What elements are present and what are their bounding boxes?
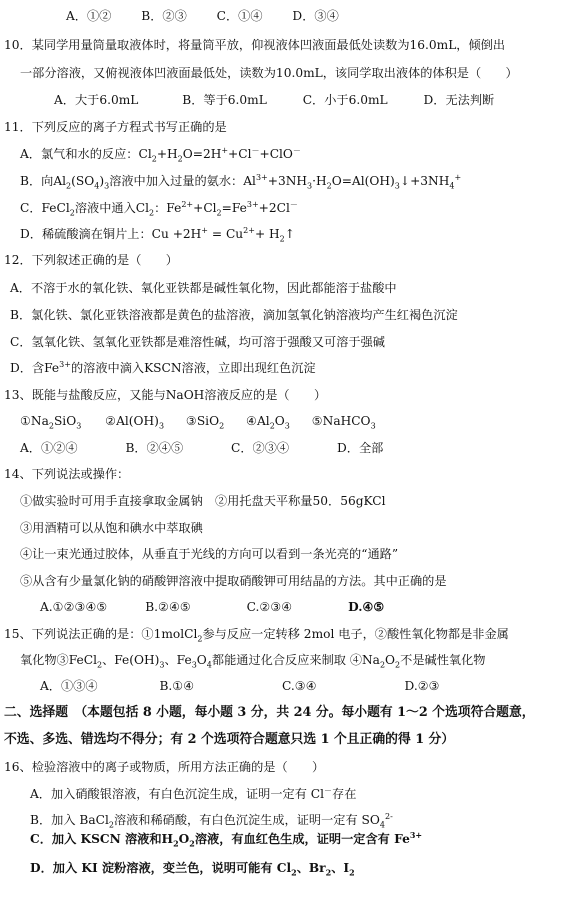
q9-options (66, 8, 339, 24)
q13-stem: 13、既能与盐酸反应，又能与NaOH溶液反应的是（ ） (4, 388, 327, 402)
q12-option-a: A．不溶于水的氧化铁、氧化亚铁都是碱性氧化物，因此都能溶于盐酸中 (10, 281, 397, 295)
q13-items: $①Na_2SiO_3$ $②Al(OH)_3$ ③SiO$_2$ $④Al_2O_3$ ⑤NaHCO$_3$ (20, 414, 376, 431)
q9-option-c: C．①④ (216, 9, 263, 23)
q10-option-b: B．等于6.0mL (182, 93, 267, 107)
q14-option-b: B.②④⑤ (145, 600, 191, 614)
q9-option-d: D．③④ (292, 9, 339, 23)
section2-heading-line1: 二、选择题 （本题包括 8 小题，每小题 3 分，共 24 分。每小题有 1～2 个选项符合题意， (4, 705, 535, 720)
q15-option-c: C.③④ (282, 679, 317, 693)
section2-heading-line2: 不选、多选、错选均不得分；有 2 个选项符合题意只选 1 个且正确的得 1 分） (4, 732, 455, 747)
q14-option-d: D.④⑤ (348, 600, 385, 614)
q12-stem: 12．下列叙述正确的是（ ） (4, 253, 178, 267)
q14-option-c: C.②③④ (246, 600, 293, 614)
q11-option-c: C．FeCl$_2$溶液中通入$Cl_2$：$Fe^{2+}+Cl_2=Fe^{3+}+2Cl^-$ (20, 199, 298, 218)
q15-options (40, 678, 440, 694)
q16-stem: 16、检验溶液中的离子或物质，所用方法正确的是（ ） (4, 760, 325, 774)
q13-option-a: A．①②④ (20, 441, 78, 455)
q10-option-d: D．无法判断 (423, 93, 495, 107)
q12-option-d: D．含$Fe^{3+}$的溶液中滴入KSCN溶液，立即出现红色沉淀 (10, 359, 316, 375)
q14-options (40, 599, 384, 615)
q12-option-c: C．氢氧化铁、氢氧化亚铁都是难溶性碱，均可溶于强酸又可溶于强碱 (10, 335, 385, 349)
q12-option-b: B．氯化铁、氯化亚铁溶液都是黄色的盐溶液，滴加氢氧化钠溶液均产生红褐色沉淀 (10, 308, 458, 322)
q14-stem: 14、下列说法或操作： (4, 467, 130, 481)
q15-line1: 15、下列说法正确的是：①1molCl$_2$参与反应一定转移 2mol 电子，②酸性氧化物都是非金属 (4, 627, 509, 644)
q16-option-a: A．加入硝酸银溶液，有白色沉淀生成，证明一定有 Cl－存在 (30, 785, 357, 801)
q16-option-b: B．加入 BaCl$_2$溶液和稀硝酸，有白色沉淀生成，证明一定有 $SO_4^{2-}$ (30, 811, 393, 830)
q9-option-a: A．①② (66, 9, 112, 23)
q11-option-a: A．氯气和水的反应：$Cl_2+H_2O=2H^++Cl^-+ClO^-$ (20, 145, 301, 164)
q13-options (20, 440, 383, 456)
q10-option-c: C．小于6.0mL (302, 93, 388, 107)
q15-option-d: D.②③ (404, 679, 440, 693)
q14-line3: ④让一束光通过胶体，从垂直于光线的方向可以看到一条光亮的“通路” (20, 547, 399, 561)
q11-option-b: B．向$Al_2(SO_4)_3$溶液中加入过量的氨水：$Al^{3+}+3NH_3\cdot H_2O=Al(OH)_3↓+3NH_4^+$ (20, 172, 462, 191)
q10-options (54, 92, 494, 108)
q10-stem-line2: 一部分溶液，又俯视液体凹液面最低处，读数为10.0mL，该同学取出液体的体积是（ ） (20, 66, 518, 80)
q13-option-c: C．②③④ (231, 441, 290, 455)
q13-option-d: D．全部 (336, 441, 384, 455)
q16-option-c: C．加入 KSCN 溶液和$H_2O_2$溶液，有血红色生成，证明一定含有 $Fe^{3+}$ (30, 829, 423, 849)
q14-line2: ③用酒精可以从饱和碘水中萃取碘 (20, 521, 203, 535)
q10-option-a: A．大于6.0mL (54, 93, 139, 107)
q15-line2: 氧化物③FeCl$_2$、$Fe(OH)_3$、$Fe_3O_4$都能通过化合反应来制取 $④Na_2O_2$不是碱性氧化物 (20, 653, 486, 670)
q14-line1: ①做实验时可用手直接拿取金属钠 ②用托盘天平称量50．56gKCl (20, 494, 386, 508)
q15-option-a: A．①③④ (40, 679, 98, 693)
q13-option-b: B．②④⑤ (125, 441, 184, 455)
q15-option-b: B.①④ (159, 679, 195, 693)
q14-option-a: A.①②③④⑤ (40, 600, 108, 614)
q9-option-b: B．②③ (141, 9, 187, 23)
q14-line4: ⑤从含有少量氯化钠的硝酸钾溶液中提取硝酸钾可用结晶的方法。其中正确的是 (20, 574, 447, 588)
q10-stem-line1: 10．某同学用量筒量取液体时，将量筒平放，仰视液体凹液面最低处读数为16.0mL，倾倒出 (4, 38, 506, 52)
q11-option-d: D．稀硫酸滴在铜片上：$Cu +2H^+ = Cu^{2+}+$ $H_2↑$ (20, 225, 295, 244)
q11-stem: 11．下列反应的离子方程式书写正确的是 (4, 120, 227, 134)
q16-option-d: D．加入 KI 淀粉溶液，变兰色，说明可能有 $Cl_2$、$Br_2$、$I_2$ (30, 861, 355, 878)
